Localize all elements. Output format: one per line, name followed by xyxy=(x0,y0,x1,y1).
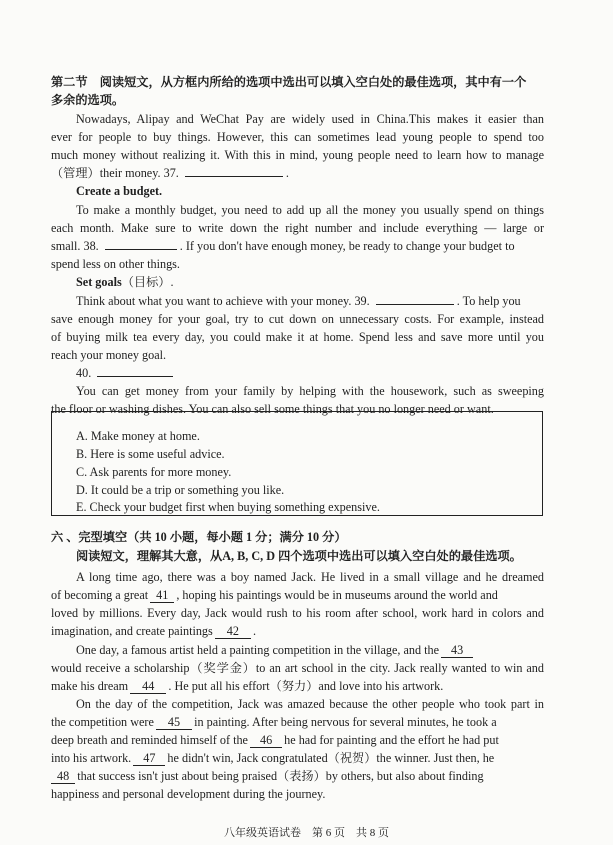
subheading-set-goals: Set goals（目标）. xyxy=(76,275,174,289)
passage-line: You can get money from your family by helping with the housework, such as sweeping xyxy=(76,384,544,398)
cloze-blank-41[interactable]: 41 xyxy=(150,588,174,603)
passage-line: the floor or washing dishes. You can also sell some things that you no longer need or want. xyxy=(51,402,494,416)
cloze-blank-46[interactable]: 46 xyxy=(250,733,282,748)
cloze-blank-44[interactable]: 44 xyxy=(130,679,166,694)
passage-line: Nowadays, Alipay and WeChat Pay are widely used in China.This makes it easier than xyxy=(76,112,544,126)
passage-line: much money without realizing it. With this in mind, young people need to learn how to manage xyxy=(51,148,544,162)
answer-blank-38[interactable] xyxy=(105,237,177,250)
passage-line: ever for people to buy things. However, this can sometimes lead young people to spend too xyxy=(51,130,544,144)
passage-line: To make a monthly budget, you need to add up all the money you usually spend on things xyxy=(76,203,544,217)
option-e: E. Check your budget first when buying something expensive. xyxy=(76,500,380,514)
cloze-line: A long time ago, there was a boy named Jack. He lived in a small village and he dreamed xyxy=(76,570,544,584)
passage-line-38: small. 38. . If you don't have enough money, be ready to change your budget to xyxy=(51,239,515,253)
cloze-line-48: 48 that success isn't just about being praised（表扬）by others, but also about finding xyxy=(51,767,544,785)
passage-line: each month. Make sure to write down the right number and include everything — large or xyxy=(51,221,544,235)
section6-heading: 六 、完型填空（共 10 小题，每小题 1 分；满分 10 分） xyxy=(51,530,347,544)
cloze-line: would receive a scholarship（奖学金）to an art school in the city. Jack really wanted to win and xyxy=(51,661,544,675)
passage-line: spend less on other things. xyxy=(51,257,180,271)
passage-line-37: （管理）their money. 37. . xyxy=(51,166,289,180)
cloze-blank-43[interactable]: 43 xyxy=(441,643,473,658)
subheading-create-budget: Create a budget. xyxy=(76,184,163,198)
cloze-line-41: of becoming a great 41 , hoping his paintings would be in museums around the world and xyxy=(51,588,498,602)
cloze-blank-45[interactable]: 45 xyxy=(156,715,192,730)
page-footer: 八年级英语试卷 第 6 页 共 8 页 xyxy=(224,827,389,839)
cloze-line: happiness and personal development during the journey. xyxy=(51,787,326,801)
passage-line-39: Think about what you want to achieve with your money. 39. . To help you xyxy=(76,294,521,308)
answer-blank-39[interactable] xyxy=(376,292,454,305)
passage-line-40: 40. xyxy=(76,364,544,382)
cloze-blank-42[interactable]: 42 xyxy=(215,624,251,639)
section2-heading-cont: 多余的选项。 xyxy=(51,93,125,107)
passage-line: of buying milk tea every day, you could make it at home. Spend less and save more until you xyxy=(51,330,544,344)
option-b: B. Here is some useful advice. xyxy=(76,447,225,461)
option-c: C. Ask parents for more money. xyxy=(76,465,232,479)
cloze-line: loved by millions. Every day, Jack would rush to his room after school, work hard in colors and xyxy=(51,606,544,620)
cloze-line: On the day of the competition, Jack was amazed because the other people who took part in xyxy=(76,697,544,711)
answer-blank-37[interactable] xyxy=(185,164,283,177)
cloze-line-47: into his artwork. 47 he didn't win, Jack congratulated（祝贺）the winner. Just then, he xyxy=(51,751,495,765)
cloze-line-43: One day, a famous artist held a painting competition in the village, and the 43 xyxy=(76,641,544,659)
passage-line: save enough money for your goal, try to cut down on unnecessary costs. For example, instead xyxy=(51,312,544,326)
cloze-line-42: imagination, and create paintings 42 . xyxy=(51,624,257,638)
cloze-line-45: the competition were 45 in painting. After being nervous for several minutes, he took a xyxy=(51,715,497,729)
cloze-line-44: make his dream 44 . He put all his effort（努力）and love into his artwork. xyxy=(51,679,444,693)
options-box xyxy=(51,411,543,516)
option-a: A. Make money at home. xyxy=(76,429,200,443)
option-d: D. It could be a trip or something you like. xyxy=(76,483,285,497)
section6-instruction: 阅读短文，理解其大意，从A, B, C, D 四个选项中选出可以填入空白处的最佳选项。 xyxy=(76,549,522,563)
answer-blank-40[interactable] xyxy=(97,364,173,377)
section2-heading: 第二节 阅读短文，从方框内所给的选项中选出可以填入空白处的最佳选项，其中有一个 xyxy=(51,75,527,89)
passage-line: reach your money goal. xyxy=(51,348,167,362)
cloze-blank-47[interactable]: 47 xyxy=(133,751,165,766)
cloze-line-46: deep breath and reminded himself of the 46 he had for painting and the effort he had put xyxy=(51,733,499,747)
cloze-blank-48[interactable]: 48 xyxy=(51,769,75,784)
